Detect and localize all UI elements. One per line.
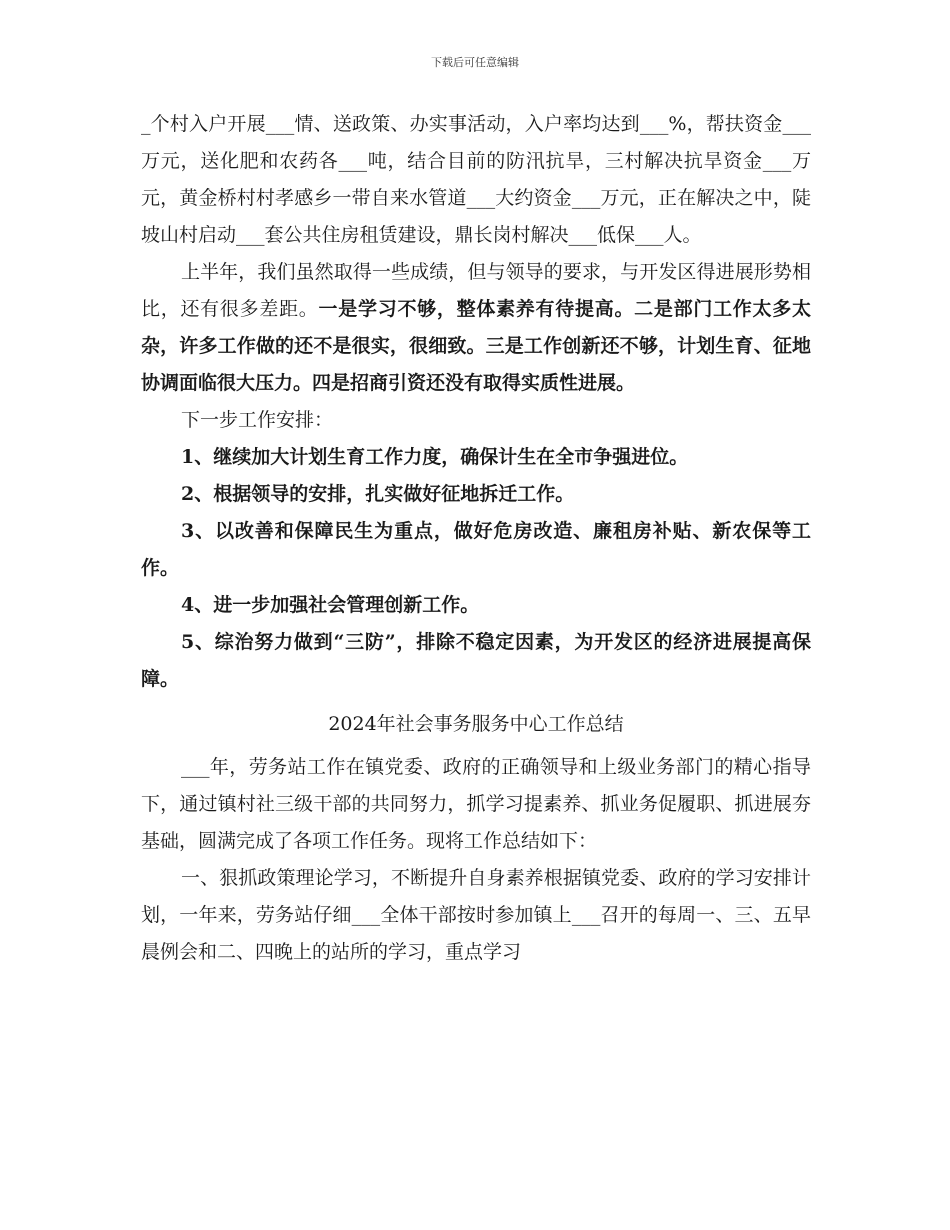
- shortcomings-list: 一是学习不够，整体素养有待提高。二是部门工作太多太杂，许多工作做的还不是很实，很细致。三是工作创新还不够，计划生育、征地协调面临很大压力。四是招商引资还没有取得实质性进展。: [141, 298, 811, 394]
- shortcomings-intro: 上半年，我们虽然取得一些成绩，但与领导的要求，与开发区得进展形势相比，还有很多差距。: [141, 261, 811, 320]
- paragraph-intro: ___年，劳务站工作在镇党委、政府的正确领导和上级业务部门的精心指导下，通过镇村社三级干部的共同努力，抓学习提素养、抓业务促履职、抓进展夯基础，圆满完成了各项工作任务。现将工作总结如下：: [141, 756, 811, 852]
- step-item: 4、进一步加强社会管理创新工作。: [181, 594, 480, 616]
- document-body: [141, 106, 811, 971]
- document-title: 2024年社会事务服务中心工作总结: [328, 713, 624, 735]
- paragraph-shortcomings: [141, 254, 811, 402]
- page-header-note: 下载后可任意编辑: [431, 56, 519, 69]
- paragraph-study: 一、狠抓政策理论学习，不断提升自身素养根据镇党委、政府的学习安排计划，一年来，劳务站仔细___全体干部按时参加镇上___召开的每周一、三、五早晨例会和二、四晚上的站所的学习，重点学习: [141, 867, 811, 963]
- step-item: 2、根据领导的安排，扎实做好征地拆迁工作。: [181, 483, 575, 505]
- paragraph-villages: _个村入户开展___情、送政策、办实事活动，入户率均达到___%，帮扶资金___万元，送化肥和农药各___吨，结合目前的防汛抗旱，三村解决抗旱资金___万元，黄金桥村村孝感乡一带自来水管道___大约资金___万元，正在解决之中，陡坡山村启动___套公共住房租赁建设，鼎长岗村解决___低保___人。: [141, 113, 811, 246]
- next-steps-heading: 下一步工作安排：: [181, 409, 334, 431]
- step-item: 3、以改善和保障民生为重点，做好危房改造、廉租房补贴、新农保等工作。: [141, 520, 811, 579]
- step-item: 1、继续加大计划生育工作力度，确保计生在全市争强进位。: [181, 446, 689, 468]
- step-item: 5、综治努力做到“三防”，排除不稳定因素，为开发区的经济进展提高保障。: [141, 631, 811, 690]
